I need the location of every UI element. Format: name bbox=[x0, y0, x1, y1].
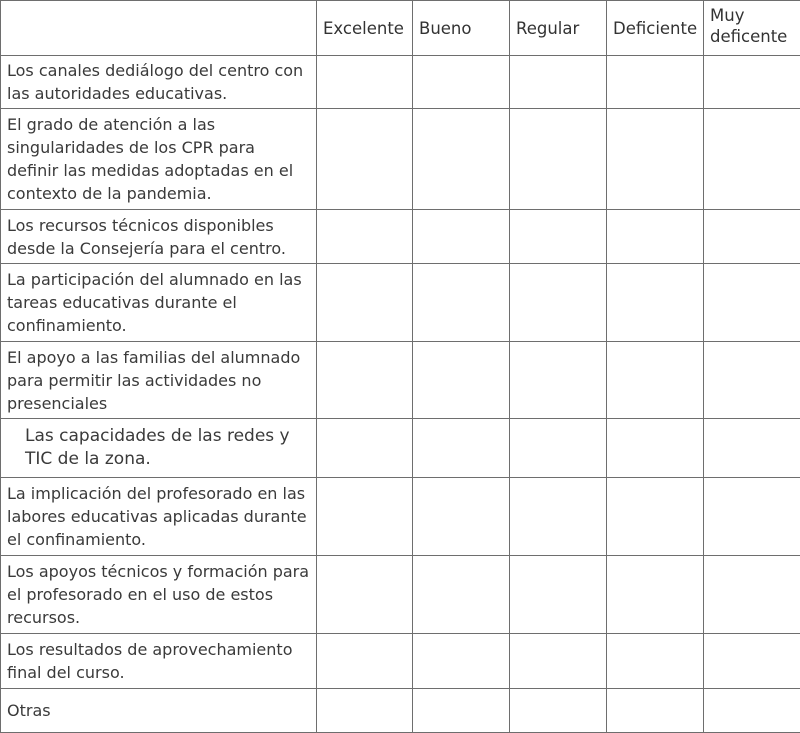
rating-cell[interactable] bbox=[317, 478, 413, 556]
rating-cell[interactable] bbox=[510, 419, 607, 478]
question-cell: Otras bbox=[1, 689, 317, 733]
rating-cell[interactable] bbox=[510, 556, 607, 634]
rating-cell[interactable] bbox=[607, 556, 704, 634]
rating-cell[interactable] bbox=[704, 478, 800, 556]
table-row bbox=[1, 109, 800, 210]
rating-cell[interactable] bbox=[704, 556, 800, 634]
header-row bbox=[1, 1, 800, 56]
rating-cell[interactable] bbox=[510, 634, 607, 689]
question-cell: La implicación del profesorado en las labores educativas aplicadas durante el confinamiento. bbox=[1, 478, 317, 556]
rating-cell[interactable] bbox=[607, 689, 704, 733]
question-cell: El apoyo a las familias del alumnado para permitir las actividades no presenciales bbox=[1, 342, 317, 419]
rating-cell[interactable] bbox=[510, 264, 607, 342]
rating-cell[interactable] bbox=[413, 342, 510, 419]
table-row bbox=[1, 419, 800, 478]
rating-cell[interactable] bbox=[704, 210, 800, 264]
rating-cell[interactable] bbox=[704, 689, 800, 733]
rating-cell[interactable] bbox=[413, 264, 510, 342]
rating-cell[interactable] bbox=[413, 634, 510, 689]
header-bueno: Bueno bbox=[413, 1, 510, 56]
rating-cell[interactable] bbox=[704, 264, 800, 342]
rating-cell[interactable] bbox=[510, 342, 607, 419]
rating-cell[interactable] bbox=[317, 56, 413, 109]
table-row bbox=[1, 478, 800, 556]
header-corner-cell bbox=[1, 1, 317, 56]
rating-cell[interactable] bbox=[607, 210, 704, 264]
header-muy-deficiente: Muy deficente bbox=[704, 1, 800, 56]
table-row bbox=[1, 634, 800, 689]
rating-cell[interactable] bbox=[607, 634, 704, 689]
rating-cell[interactable] bbox=[317, 109, 413, 210]
header-excelente: Excelente bbox=[317, 1, 413, 56]
table-row bbox=[1, 689, 800, 733]
question-cell: La participación del alumnado en las tareas educativas durante el confinamiento. bbox=[1, 264, 317, 342]
rating-cell[interactable] bbox=[704, 109, 800, 210]
rating-cell[interactable] bbox=[317, 634, 413, 689]
rating-cell[interactable] bbox=[704, 634, 800, 689]
rating-cell[interactable] bbox=[510, 109, 607, 210]
rating-cell[interactable] bbox=[413, 210, 510, 264]
rating-cell[interactable] bbox=[317, 264, 413, 342]
rating-cell[interactable] bbox=[413, 689, 510, 733]
rating-cell[interactable] bbox=[317, 342, 413, 419]
rating-cell[interactable] bbox=[607, 56, 704, 109]
rating-cell[interactable] bbox=[413, 419, 510, 478]
rating-cell[interactable] bbox=[607, 109, 704, 210]
rating-cell[interactable] bbox=[413, 478, 510, 556]
rating-cell[interactable] bbox=[317, 210, 413, 264]
table-row bbox=[1, 56, 800, 109]
header-regular: Regular bbox=[510, 1, 607, 56]
table-row bbox=[1, 210, 800, 264]
question-cell: Los resultados de aprovechamiento final del curso. bbox=[1, 634, 317, 689]
rating-cell[interactable] bbox=[704, 342, 800, 419]
rating-cell[interactable] bbox=[510, 56, 607, 109]
question-cell: Los canales dediálogo del centro con las autoridades educativas. bbox=[1, 56, 317, 109]
rating-cell[interactable] bbox=[510, 689, 607, 733]
table-row bbox=[1, 556, 800, 634]
rating-cell[interactable] bbox=[704, 56, 800, 109]
rating-cell[interactable] bbox=[510, 478, 607, 556]
rating-cell[interactable] bbox=[317, 419, 413, 478]
question-cell: Los recursos técnicos disponibles desde la Consejería para el centro. bbox=[1, 210, 317, 264]
question-cell: Los apoyos técnicos y formación para el profesorado en el uso de estos recursos. bbox=[1, 556, 317, 634]
rating-cell[interactable] bbox=[607, 342, 704, 419]
rating-cell[interactable] bbox=[607, 419, 704, 478]
table-row bbox=[1, 342, 800, 419]
question-cell: Las capacidades de las redes y TIC de la zona. bbox=[1, 419, 317, 478]
question-cell: El grado de atención a las singularidades de los CPR para definir las medidas adoptadas en el contexto de la pandemia. bbox=[1, 109, 317, 210]
header-deficiente: Deficiente bbox=[607, 1, 704, 56]
rating-cell[interactable] bbox=[607, 264, 704, 342]
rating-cell[interactable] bbox=[510, 210, 607, 264]
rating-cell[interactable] bbox=[413, 109, 510, 210]
rating-cell[interactable] bbox=[317, 556, 413, 634]
table-row bbox=[1, 264, 800, 342]
rating-cell[interactable] bbox=[413, 556, 510, 634]
rating-cell[interactable] bbox=[317, 689, 413, 733]
rating-cell[interactable] bbox=[704, 419, 800, 478]
rating-cell[interactable] bbox=[607, 478, 704, 556]
rating-cell[interactable] bbox=[413, 56, 510, 109]
